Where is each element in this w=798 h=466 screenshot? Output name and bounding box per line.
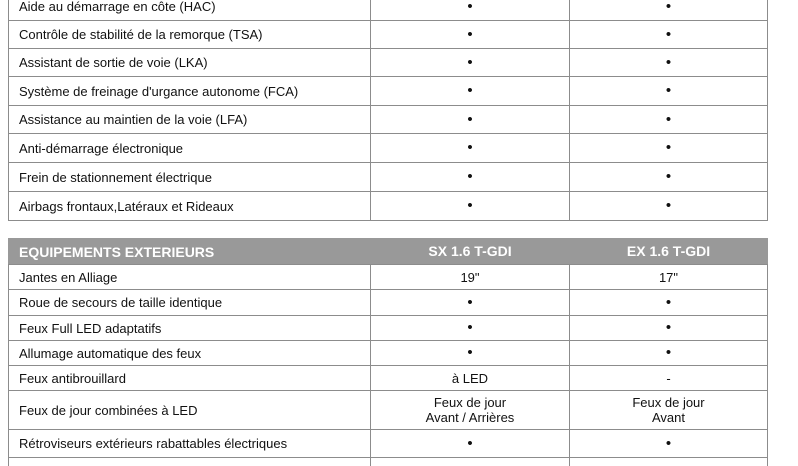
column-header-ex: EX 1.6 T-GDI xyxy=(569,238,768,265)
table-row xyxy=(0,133,798,163)
table-row xyxy=(0,191,798,221)
sx-value: • xyxy=(370,429,570,458)
table-row xyxy=(0,340,798,366)
row-label: Roue de secours de taille identique xyxy=(8,289,371,316)
row-label: Contrôle de stabilité de la remorque (TSA) xyxy=(8,20,371,49)
sx-value: • xyxy=(370,20,570,49)
sx-value: • xyxy=(370,0,570,21)
table-row xyxy=(0,429,798,458)
sx-value: • xyxy=(370,76,570,106)
row-label: Frein de stationnement électrique xyxy=(8,162,371,192)
table-row xyxy=(0,0,798,21)
row-label: Système de freinage d'urgance autonome (FCA) xyxy=(8,76,371,106)
table-header xyxy=(0,238,798,265)
ex-value: • xyxy=(569,105,768,134)
sx-value: 19" xyxy=(370,264,570,290)
row-label: Feux Full LED adaptatifs xyxy=(8,315,371,341)
table-row xyxy=(0,105,798,134)
row-label: Feux de jour combinées à LED xyxy=(8,390,371,430)
sx-value: • xyxy=(370,105,570,134)
row-label: Assistant de sortie de voie (LKA) xyxy=(8,48,371,77)
table-row xyxy=(0,20,798,49)
table-row xyxy=(0,162,798,192)
sx-value: • xyxy=(370,162,570,192)
ex-value: • xyxy=(569,162,768,192)
ex-value: • xyxy=(569,191,768,221)
ex-value: • xyxy=(569,289,768,316)
ex-value-line: Avant xyxy=(651,410,685,425)
ex-value: • xyxy=(569,429,768,458)
ex-value: • xyxy=(569,133,768,163)
ex-value-partial xyxy=(569,457,768,466)
row-label: Anti-démarrage électronique xyxy=(8,133,371,163)
sx-value: • xyxy=(370,133,570,163)
table-row xyxy=(0,76,798,106)
sx-value: à LED xyxy=(370,365,570,391)
row-label: Rétroviseurs extérieurs rabattables électriques xyxy=(8,429,371,458)
sx-value-line: Avant / Arrières xyxy=(425,410,515,425)
ex-value: • xyxy=(569,340,768,366)
ex-value: 17" xyxy=(569,264,768,290)
sx-value xyxy=(370,390,570,430)
table-row xyxy=(0,289,798,316)
table-row xyxy=(0,390,798,430)
row-label: Jantes en Alliage xyxy=(8,264,371,290)
sx-value: • xyxy=(370,191,570,221)
row-label: Allumage automatique des feux xyxy=(8,340,371,366)
ex-value: • xyxy=(569,0,768,21)
sx-value: • xyxy=(370,48,570,77)
table-row xyxy=(0,48,798,77)
ex-value: - xyxy=(569,365,768,391)
section-title: EQUIPEMENTS EXTERIEURS xyxy=(8,238,371,265)
table-row xyxy=(0,264,798,290)
row-label: Feux antibrouillard xyxy=(8,365,371,391)
ex-value: • xyxy=(569,76,768,106)
sx-value-partial xyxy=(370,457,570,466)
row-label: Aide au démarrage en côte (HAC) xyxy=(8,0,371,21)
sx-value: • xyxy=(370,315,570,341)
ex-value-line: Feux de jour xyxy=(632,395,705,410)
row-label: Airbags frontaux,Latéraux et Rideaux xyxy=(8,191,371,221)
ex-value xyxy=(569,390,768,430)
sx-value: • xyxy=(370,289,570,316)
row-label: Assistance au maintien de la voie (LFA) xyxy=(8,105,371,134)
column-header-sx: SX 1.6 T-GDI xyxy=(370,238,570,265)
ex-value: • xyxy=(569,48,768,77)
table-row xyxy=(0,315,798,341)
sx-value-line: Feux de jour xyxy=(433,395,507,410)
table-row-partial xyxy=(0,457,798,466)
sx-value: • xyxy=(370,340,570,366)
ex-value: • xyxy=(569,20,768,49)
row-label-partial xyxy=(8,457,371,466)
ex-value: • xyxy=(569,315,768,341)
table-row xyxy=(0,365,798,391)
